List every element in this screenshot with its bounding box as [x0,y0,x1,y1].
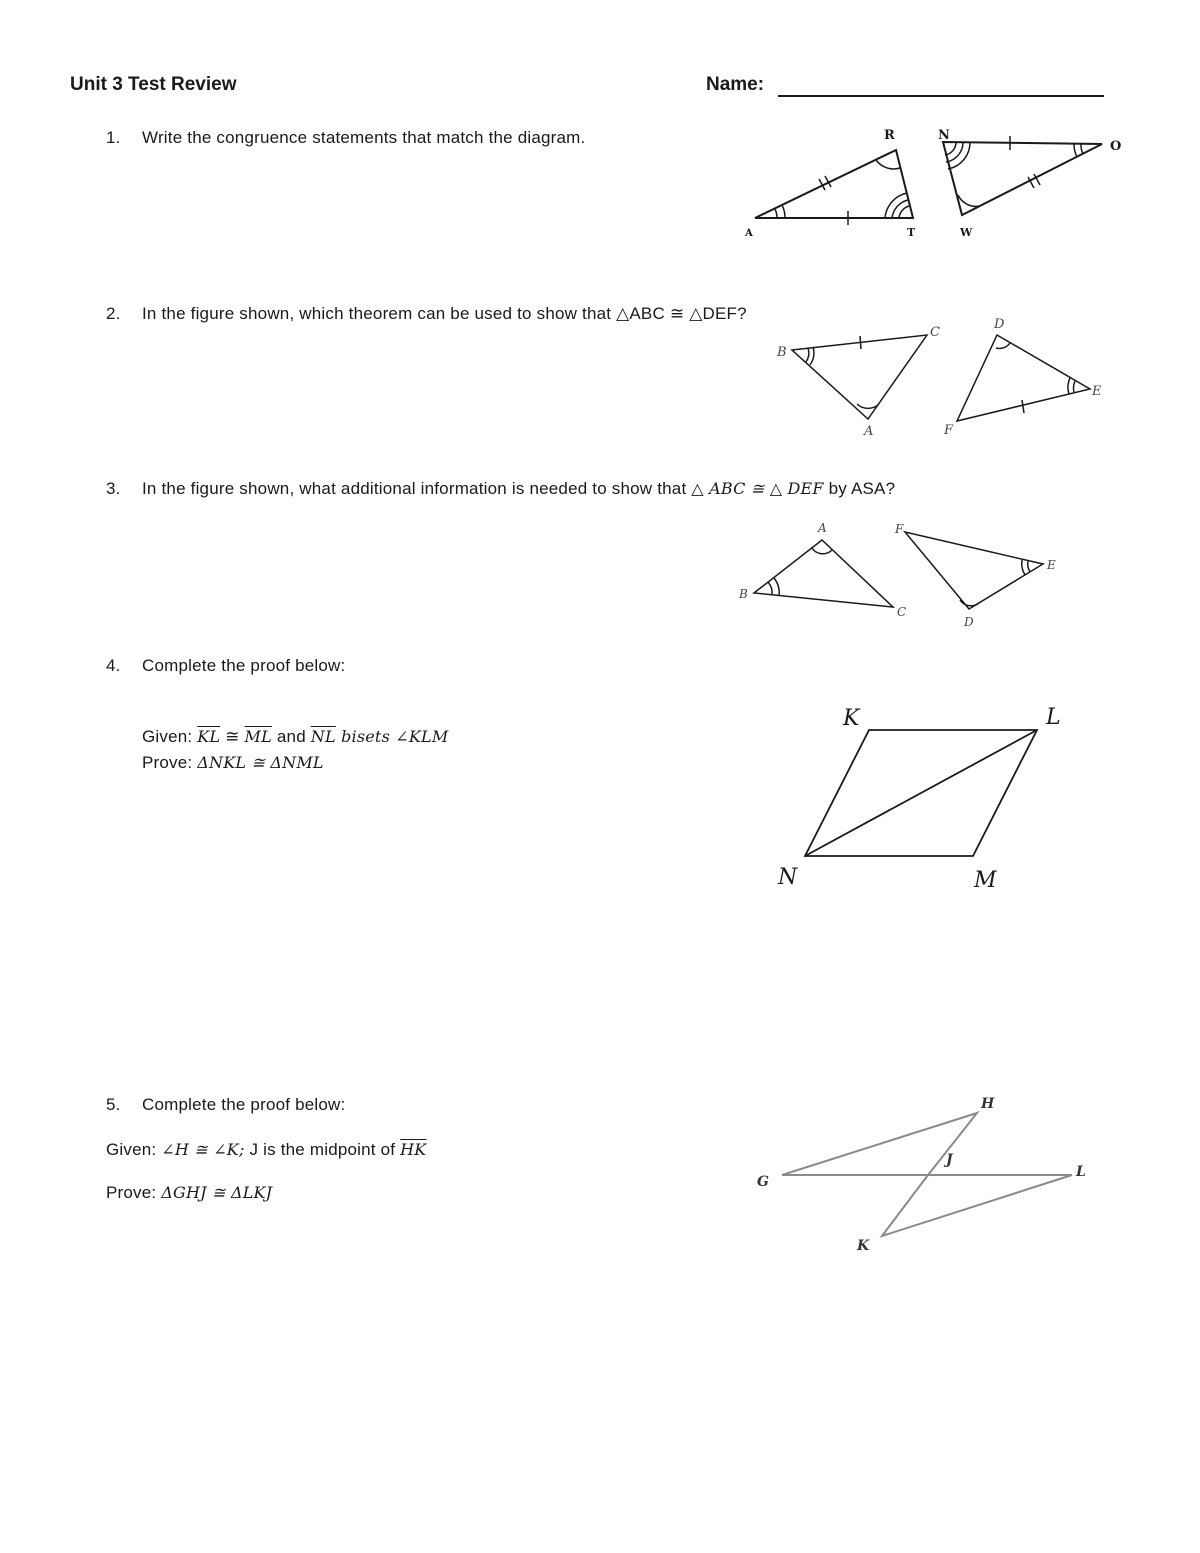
question-number: 2. [106,304,121,323]
angle-arc [1068,378,1070,394]
vertex-label: K [857,1238,870,1254]
angle-arc [768,582,772,595]
question-number: 1. [106,128,121,147]
vertex-label: N [778,865,798,890]
vertex-label: D [964,615,974,629]
angle-arc [806,348,809,362]
segment-kl: $\overline{KL}$ [197,727,221,746]
vertex-label: G [757,1174,769,1190]
figure-4-labels [777,705,1061,893]
tick-mark [1022,400,1024,413]
given-label: Given: [106,1140,162,1159]
vertex-label: L [1046,705,1061,730]
figure-2 [792,335,1090,421]
vertex-label: O [1110,139,1122,154]
question-text: Complete the proof below: [142,656,346,675]
given-text: J is the midpoint of [244,1140,401,1159]
vertex-label: E [1047,558,1056,572]
vertex-label: A [864,424,874,439]
vertex-label: F [944,423,954,438]
page-title: Unit 3 Test Review [70,74,237,95]
triangle-abc [754,540,893,607]
angle-arc [958,195,980,206]
angle-arc [876,160,900,169]
vertex-label: B [777,345,787,360]
segment-hk: $\overline{HK}$ [400,1140,427,1159]
question-text: Complete the proof below: [142,1095,346,1114]
angle-arc [1028,561,1030,572]
vertex-label: A [745,228,753,239]
vertex-label: F [895,522,904,536]
question-number: 3. [106,479,121,498]
vertex-label: B [739,587,748,601]
figure-1-labels [744,128,1121,239]
vertex-label: H [981,1096,995,1112]
angle-arc [946,142,963,162]
prove-label: Prove: [142,753,198,772]
angle-arc [1074,144,1077,157]
angle-arc [885,193,907,218]
segment-ml: $\overline{ML}$ [244,727,272,746]
angle-arc [1074,381,1075,392]
name-label: Name: [706,74,765,95]
congruence-math: △ ABC ≅ △ DEF [691,479,824,498]
vertex-label: W [960,226,973,239]
figure-3 [754,532,1043,609]
angle-arc [812,548,832,554]
triangle-art [755,150,913,218]
vertex-label: J [946,1152,953,1168]
angle-arc [996,343,1010,348]
diagonal-nl [805,730,1037,856]
question-number: 4. [106,656,121,675]
question-text: In the figure shown, what additional information is needed to show that [142,479,692,498]
tick-mark [860,336,861,349]
given-label: Given: [142,727,198,746]
given-angles: ∠H ≅ ∠K; [161,1140,245,1159]
figure-4 [805,730,1037,856]
question-number: 5. [106,1095,121,1114]
vertex-label: E [1092,384,1102,399]
angle-arc [1081,144,1083,154]
vertex-label: C [930,325,940,340]
triangle-lkj [882,1175,1072,1236]
prove-label: Prove: [106,1183,162,1202]
angle-arc [899,206,909,218]
vertex-label: L [1076,1164,1086,1180]
congruent-symbol: ≅ [220,727,245,746]
figure-1 [755,136,1102,225]
figure-3-labels [738,521,1056,629]
question-text-end: by ASA? [823,479,896,498]
angle-arc [810,347,814,365]
vertex-label: K [843,706,860,731]
vertex-label: N [938,128,950,143]
vertex-label: D [994,317,1005,332]
angle-arc [782,205,785,218]
vertex-label: T [907,226,916,239]
figure-5 [782,1113,1072,1236]
vertex-label: A [818,521,827,535]
prove-statement: ΔNKL ≅ ΔNML [197,753,324,772]
angle-arc [775,209,777,218]
vertex-label: C [897,605,907,619]
vertex-label: M [974,868,997,893]
and-word: and [271,727,311,746]
segment-nl: $\overline{NL}$ [310,727,336,746]
question-text: Write the congruence statements that match the diagram. [142,128,586,147]
angle-arc [1022,560,1025,575]
prove-statement: ΔGHJ ≅ ΔLKJ [161,1183,273,1202]
figure-2-labels [776,317,1102,439]
question-text: In the figure shown, which theorem can be used to show that △ABC ≅ △DEF? [142,304,747,323]
angle-arc [948,142,970,169]
angle-arc [774,578,779,596]
vertex-label: R [884,128,895,143]
bisects-statement: bisets ∠KLM [335,727,449,746]
